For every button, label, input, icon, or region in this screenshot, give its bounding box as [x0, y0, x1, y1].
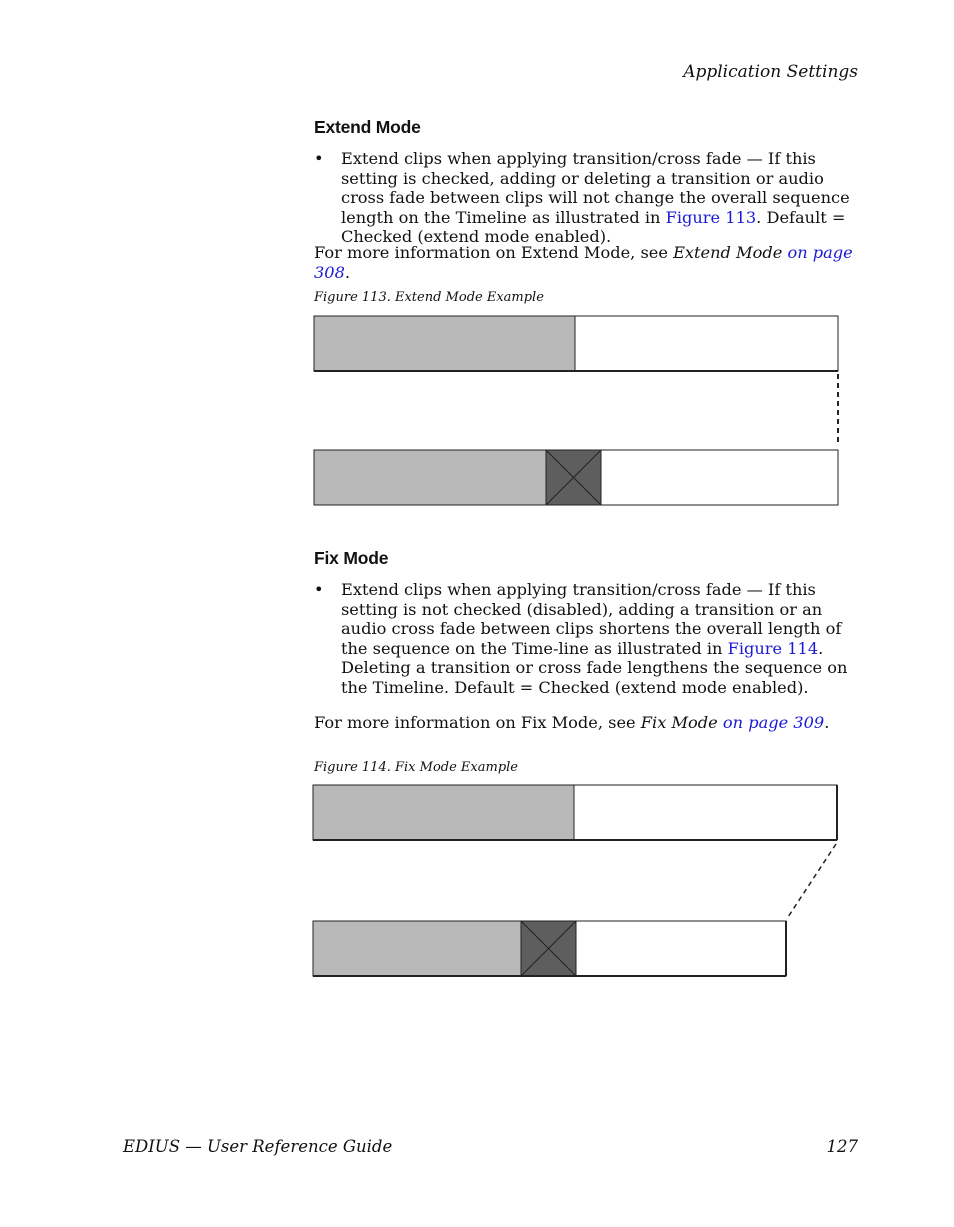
running-header: Application Settings [683, 62, 858, 82]
footer-page-number: 127 [826, 1137, 858, 1156]
extend-mode-bullet-text [341, 149, 858, 247]
clip-b-top [574, 785, 837, 840]
more-info-suffix: . [344, 262, 351, 282]
fix-mode-diagram [300, 780, 860, 980]
fix-mode-more-info [314, 713, 858, 733]
more-info-prefix: For more information on Fix Mode, see [314, 713, 641, 732]
clip-a-bottom [314, 450, 546, 505]
bullet-lead-text: Extend clips when applying transition/cross fade — If this setting is not checked (disabled), adding a transition or an audio cross fade between clips shortens the overall length of the sequence on the Time-line as illustrated in [341, 580, 842, 658]
clip-b-bottom [576, 921, 786, 976]
more-info-prefix: For more information on Extend Mode, see [314, 243, 674, 262]
page-309-link[interactable]: on page 309 [722, 713, 825, 732]
more-info-reference: Fix Mode [640, 713, 718, 732]
clip-b-top [575, 316, 838, 371]
page-308-link[interactable]: on page 308 [314, 243, 853, 282]
extend-mode-more-info [314, 243, 858, 282]
bullet-tail-text: . Deleting a transition or cross fade lengthens the sequence on the Timeline. Default = Checked (extend mode enabled). [341, 638, 848, 697]
figure-113-link[interactable]: Figure 113 [665, 207, 757, 227]
figure-114-link[interactable]: Figure 114 [727, 638, 819, 658]
clip-a-bottom [313, 921, 521, 976]
clip-b-bottom [601, 450, 838, 505]
figure-114-caption: Figure 114. Fix Mode Example [314, 760, 518, 775]
fix-mode-heading: Fix Mode [314, 548, 389, 568]
bullet-tail-text: . Default = Checked (extend mode enabled). [341, 207, 846, 247]
extend-mode-heading: Extend Mode [314, 117, 421, 137]
bullet-marker: • [314, 580, 324, 599]
bullet-lead-text: Extend clips when applying transition/cross fade — If this setting is checked, adding or deleting a transition or audio cross fade between clips will not change the overall sequence length on the Timeline as illustrated in [341, 149, 850, 227]
more-info-reference: Extend Mode [673, 243, 783, 262]
length-guide-line [788, 844, 836, 917]
clip-a-top [313, 785, 574, 840]
footer-book-title: EDIUS — User Reference Guide [123, 1137, 393, 1156]
bullet-marker: • [314, 149, 324, 168]
extend-mode-diagram [300, 310, 860, 510]
fix-mode-bullet-text [341, 580, 858, 698]
more-info-suffix: . [824, 713, 830, 732]
extend-mode-bullet [314, 149, 858, 247]
figure-113-caption: Figure 113. Extend Mode Example [314, 290, 544, 305]
fix-mode-bullet [314, 580, 858, 698]
clip-a-top [314, 316, 575, 371]
